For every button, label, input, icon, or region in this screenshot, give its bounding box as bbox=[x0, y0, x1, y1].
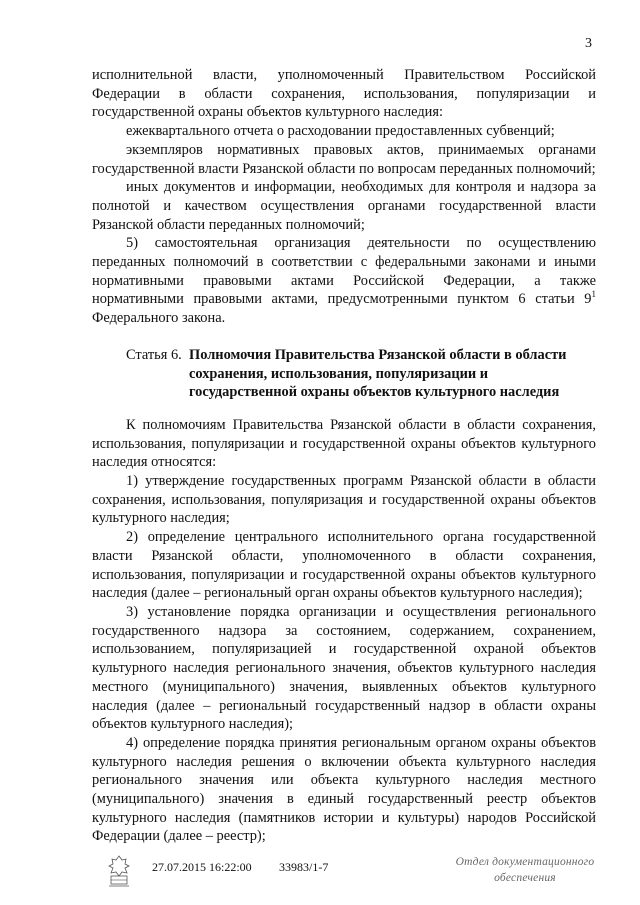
paragraph-tail: Федерального закона. bbox=[92, 310, 226, 327]
department-stamp bbox=[450, 854, 600, 886]
document-body bbox=[92, 66, 596, 846]
paragraph: 4) определение порядка принятия региональным органом охраны объектов культурного наследия решения о включении объекта культурного наследия регионального значения или объекта культурного наследия местного (муниципального) значения в единый государственный реестр объектов культурного наследия (памятников истории и культуры) народов Российской Федерации (далее – реестр); bbox=[92, 734, 596, 845]
paragraph: 2) определение центрального исполнительного органа государственной власти Рязанской области, уполномоченного в области сохранения, использования, популяризации и государственной охраны объектов культурного наследия (далее – региональный орган охраны объектов культурного наследия); bbox=[92, 529, 596, 602]
paragraph: 3) установление порядка организации и осуществления регионального государственного надзора за состоянием, содержанием, сохранением, использованием, популяризацией и государственной охраной объектов культурного наследия регионального значения, объектов культурного наследия местного (муниципального) значения, выявленных объектов культурного наследия (далее – региональный государственный надзор в области охраны объектов культурного наследия); bbox=[92, 603, 596, 733]
superscript: 1 bbox=[591, 289, 596, 300]
article-heading bbox=[92, 346, 596, 402]
paragraph: экземпляров нормативных правовых актов, принимаемых органами государственной власти Рязанской области по вопросам переданных полномочий; bbox=[92, 141, 596, 177]
paragraph-text: 5) самостоятельная организация деятельности по осуществлению переданных полномочий в соответствии с федеральными законами и иными нормативными правовыми актами Российской Федерации, а также нормативными правовыми актами, предусмотренными пунктом 6 статьи 9 bbox=[92, 235, 596, 308]
paragraph-item-5 bbox=[92, 234, 596, 328]
footer bbox=[0, 848, 640, 898]
page-number: 3 bbox=[585, 36, 592, 51]
paragraph: ежеквартального отчета о расходовании предоставленных субвенций; bbox=[126, 123, 555, 140]
paragraph: исполнительной власти, уполномоченный Правительством Российской Федерации в области сохранения, использования, популяризации и государственной охраны объектов культурного наследия: bbox=[92, 67, 596, 121]
document-code: 33983/1-7 bbox=[279, 860, 329, 874]
coat-of-arms-icon bbox=[106, 854, 132, 888]
stamp-line: обеспечения bbox=[494, 872, 556, 884]
paragraph: иных документов и информации, необходимых для контроля и надзора за полнотой и качеством осуществления органами государственной власти Рязанской области переданных полномочий; bbox=[92, 179, 596, 233]
article-title: Полномочия Правительства Рязанской области в области сохранения, использования, популяризации и государственной охраны объектов культурного наследия bbox=[189, 346, 567, 401]
paragraph: К полномочиям Правительства Рязанской области в области сохранения, использования, популяризации и государственной охраны объектов культурного наследия относятся: bbox=[92, 416, 596, 471]
footer-date: 27.07.2015 16:22:00 bbox=[152, 860, 252, 874]
stamp-line: Отдел документационного bbox=[455, 856, 595, 868]
article-label: Статья 6. bbox=[126, 346, 182, 363]
paragraph: 1) утверждение государственных программ Рязанской области в области сохранения, использования, популяризация и государственной охраны объектов культурного наследия; bbox=[92, 473, 596, 527]
